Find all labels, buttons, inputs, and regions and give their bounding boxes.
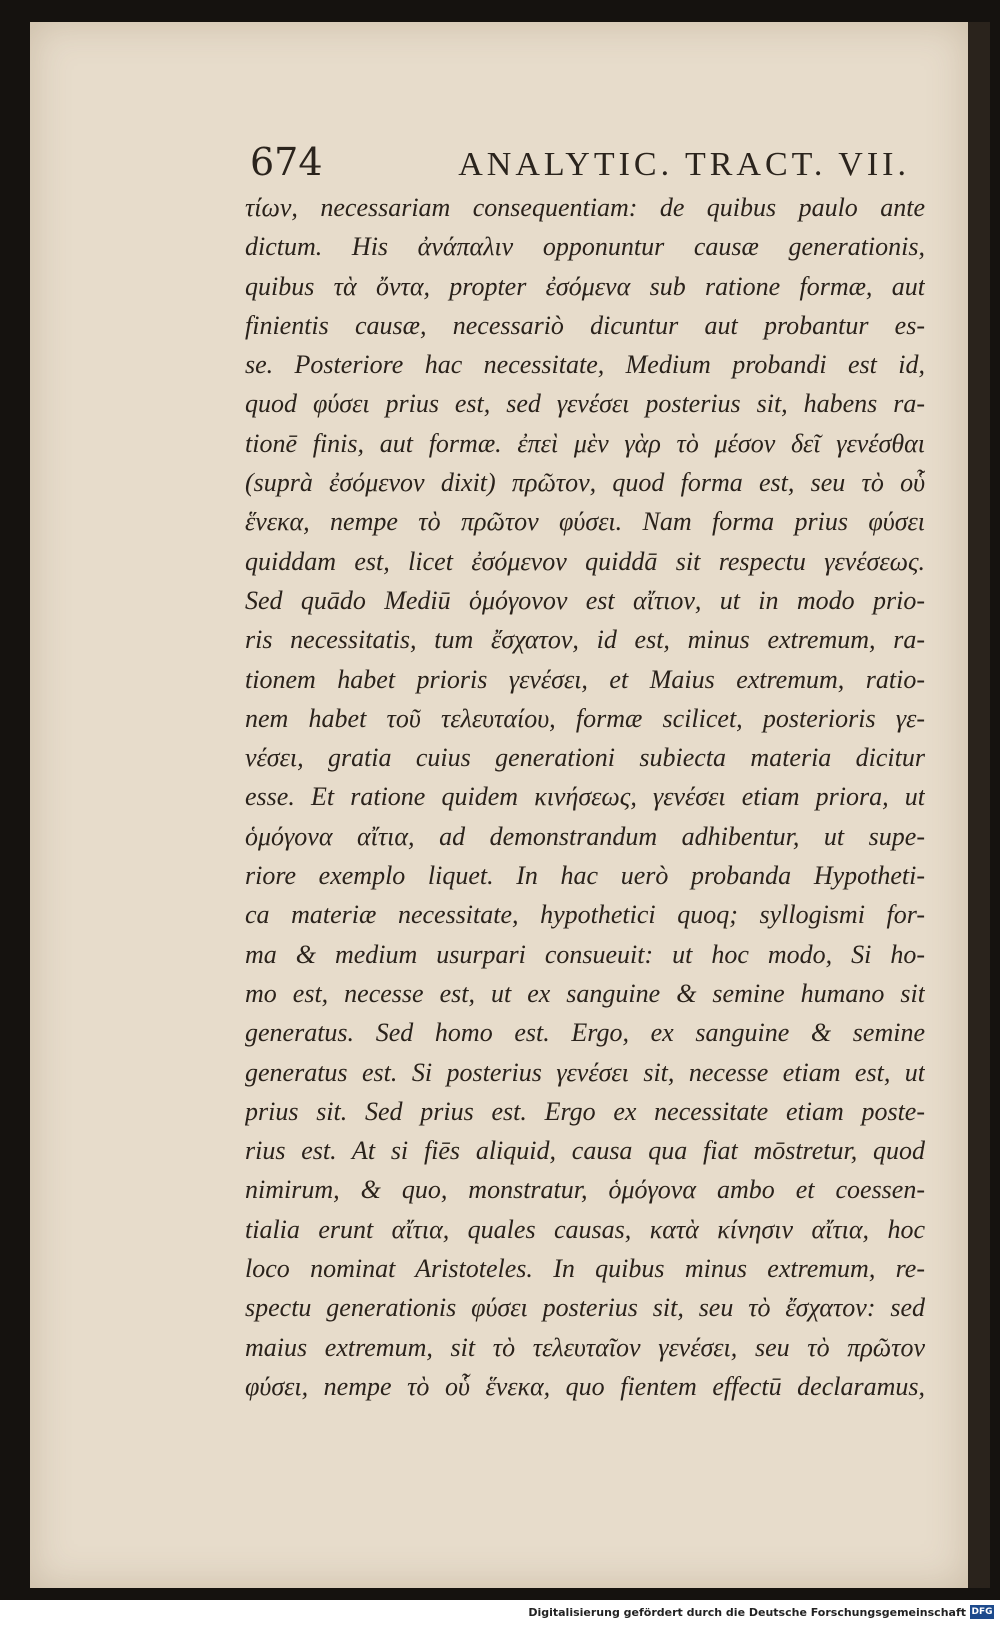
text-line: φύσει, nempe τὸ οὗ ἕνεκα, quo fientem effectū declaramus, bbox=[245, 1371, 925, 1401]
page-header bbox=[250, 140, 910, 188]
page-edge-shadow bbox=[968, 22, 990, 1588]
text-line: se. Posteriore hac necessitate, Medium probandi est id, bbox=[245, 350, 925, 380]
text-line: generatus. Sed homo est. Ergo, ex sanguine & semine bbox=[245, 1018, 925, 1048]
text-line: τίων, necessariam consequentiam: de quibus paulo ante bbox=[245, 193, 925, 222]
text-line: nimirum, & quo, monstratur, ὁμόγονα ambo et coessen- bbox=[245, 1175, 925, 1205]
text-line: tialia erunt αἴτια, quales causas, κατὰ κίνησιν αἴτια, hoc bbox=[245, 1214, 925, 1244]
text-line: νέσει, gratia cuius generationi subiecta materia dicitur bbox=[245, 743, 925, 773]
text-line: generatus est. Si posterius γενέσει sit, necesse etiam est, ut bbox=[245, 1057, 925, 1087]
text-line: loco nominat Aristoteles. In quibus minus extremum, re- bbox=[245, 1254, 925, 1284]
funding-credit: Digitalisierung gefördert durch die Deutsche Forschungsgemeinschaft bbox=[528, 1606, 966, 1619]
text-line: finientis causæ, necessariò dicuntur aut probantur es- bbox=[245, 310, 925, 340]
text-line: ἕνεκα, nempe τὸ πρῶτον φύσει. Nam forma prius φύσει bbox=[245, 507, 925, 537]
text-line: tionem habet prioris γενέσει, et Maius extremum, ratio- bbox=[245, 664, 925, 694]
text-line: ca materiæ necessitate, hypothetici quoq; syllogismi for- bbox=[245, 900, 925, 930]
text-line: quiddam est, licet ἐσόμενον quiddā sit respectu γενέσεως. bbox=[245, 546, 925, 576]
text-line: rius est. At si fiēs aliquid, causa qua fiat mōstretur, quod bbox=[245, 1136, 925, 1166]
text-line: quibus τὰ ὄντα, propter ἐσόμενα sub ratione formæ, aut bbox=[245, 271, 925, 301]
text-line: mo est, necesse est, ut ex sanguine & semine humano sit bbox=[245, 978, 925, 1008]
text-line: maius extremum, sit τὸ τελευταῖον γενέσει, seu τὸ πρῶτον bbox=[245, 1332, 925, 1362]
text-line: spectu generationis φύσει posterius sit, seu τὸ ἔσχατον: sed bbox=[245, 1293, 925, 1323]
running-head: ANALYTIC. TRACT. VII. bbox=[458, 146, 910, 183]
page-number: 674 bbox=[250, 140, 323, 184]
body-text bbox=[245, 188, 925, 1406]
dfg-logo: DFG bbox=[971, 1607, 993, 1617]
text-line: (suprà ἐσόμενον dixit) πρῶτον, quod forma est, seu τὸ οὗ bbox=[245, 468, 925, 498]
text-line: ma & medium usurpari consueuit: ut hoc modo, Si ho- bbox=[245, 939, 925, 969]
text-line: riore exemplo liquet. In hac uerò probanda Hypotheti- bbox=[245, 861, 925, 891]
text-line: nem habet τοῦ τελευταίου, formæ scilicet, posterioris γε- bbox=[245, 703, 925, 733]
text-line: Sed quādo Mediū ὁμόγονον est αἴτιον, ut in modo prio- bbox=[245, 585, 925, 615]
text-line: dictum. His ἀνάπαλιν opponuntur causæ generationis, bbox=[245, 232, 925, 262]
text-line: ὁμόγονα αἴτια, ad demonstrandum adhibentur, ut supe- bbox=[245, 821, 925, 851]
text-line: esse. Et ratione quidem κινήσεως, γενέσει etiam priora, ut bbox=[245, 782, 925, 812]
digitization-footer bbox=[0, 1600, 1000, 1628]
text-line: tionē finis, aut formæ. ἐπεὶ μὲν γὰρ τὸ μέσον δεῖ γενέσθαι bbox=[245, 428, 925, 458]
text-line: quod φύσει prius est, sed γενέσει posterius sit, habens ra- bbox=[245, 389, 925, 419]
text-line: ris necessitatis, tum ἔσχατον, id est, minus extremum, ra- bbox=[245, 625, 925, 655]
text-line: prius sit. Sed prius est. Ergo ex necessitate etiam poste- bbox=[245, 1096, 925, 1126]
